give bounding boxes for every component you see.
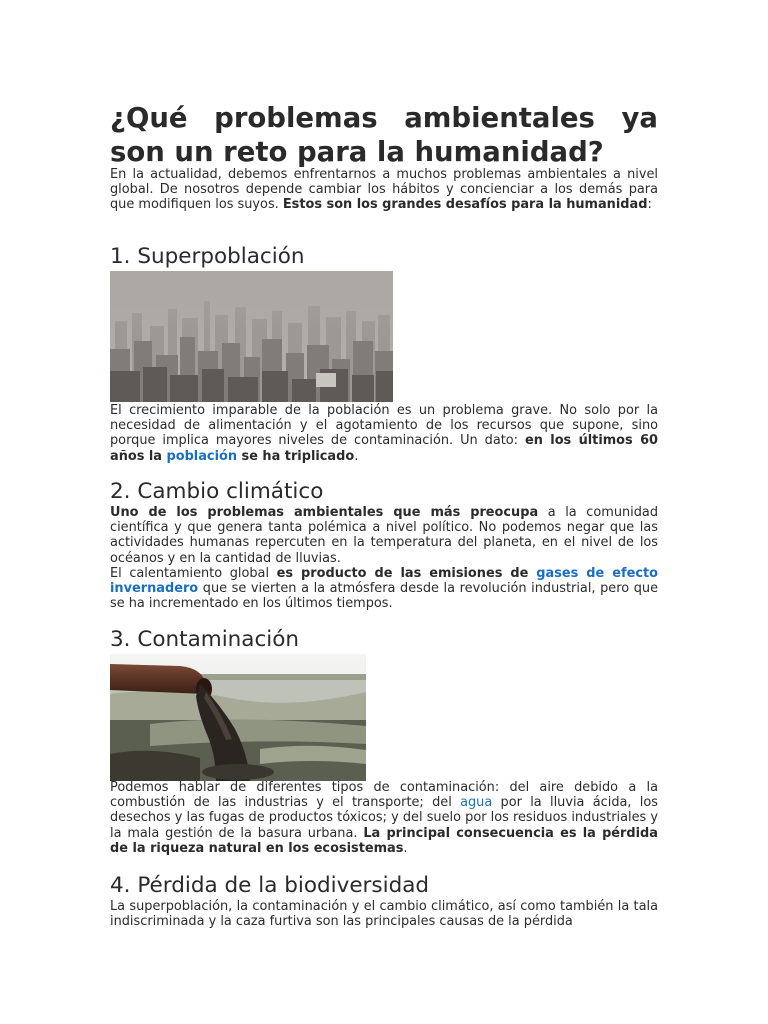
intro-end: : (647, 197, 652, 213)
s3-text-a: Podemos hablar de diferentes tipos de contaminación: del aire debido a la combustión de las industrias y el transporte; del (110, 780, 658, 811)
s2-text-c: que se vierten a la atmósfera desde la revolución industrial, pero que se ha incrementado en los últimos tiempos. (110, 581, 658, 612)
s2-bold-b: es producto de las emisiones de (276, 566, 537, 581)
city-smog-photo (110, 271, 393, 402)
s1-bold-b: se ha triplicado (237, 448, 355, 464)
cambio-paragraph-1 (110, 505, 658, 566)
link-poblacion[interactable]: población (166, 448, 238, 464)
link-agua[interactable]: agua (460, 795, 493, 811)
link-gases-efecto-invernadero[interactable]: gases de efecto invernadero (110, 566, 658, 597)
s2-text-b: El calentamiento global (110, 566, 277, 581)
sewage-pipe-photo (110, 654, 366, 781)
s3-end: . (403, 840, 408, 856)
s2-text-a: a la comunidad científica y que genera tanta polémica a nivel político. No podemos negar que las actividades humanas repercuten en la temperatura del planeta, en el nivel de los océanos y en la cantidad de lluvias. (110, 505, 659, 566)
intro-text: En la actualidad, debemos enfrentarnos a muchos problemas ambientales a nivel global. De nosotros depende cambiar los hábitos y concienciar a los demás para que modifiquen los suyos. (110, 167, 658, 213)
intro-bold: Estos son los grandes desafíos para la humanidad (282, 197, 648, 213)
heading-perdida-biodiversidad: 4. Pérdida de la biodiversidad (110, 873, 430, 898)
s1-text: El crecimiento imparable de la población es un problema grave. No solo por la necesidad de alimentación y el agotamiento de los recursos que supone, sino porque implica mayores niveles de contaminación. Un dato: (110, 403, 658, 449)
heading-superpoblacion: 1. Superpoblación (110, 244, 305, 269)
s2-bold-a: Uno de los problemas ambientales que más preocupa (110, 505, 539, 520)
superpoblacion-paragraph (110, 403, 658, 464)
s1-bold-a: en los últimos 60 años la (110, 433, 659, 464)
s3-text-b: por la lluvia ácida, los desechos y las fugas de productos tóxicos; y del suelo por los residuos industriales y la mala gestión de la basura urbana. (110, 795, 658, 841)
s1-end: . (354, 448, 359, 464)
heading-cambio-climatico: 2. Cambio climático (110, 479, 324, 504)
page-title: ¿Qué problemas ambientales ya son un reto para la humanidad? (110, 102, 658, 168)
heading-contaminacion: 3. Contaminación (110, 627, 300, 652)
contaminacion-paragraph (110, 780, 658, 856)
s3-bold: La principal consecuencia es la pérdida de la riqueza natural en los ecosistemas (110, 825, 658, 856)
intro-paragraph (110, 167, 658, 213)
cambio-paragraph-2 (110, 566, 658, 612)
biodiversidad-paragraph: La superpoblación, la contaminación y el cambio climático, así como también la tala indiscriminada y la caza furtiva son las principales causas de la pérdida (110, 899, 658, 930)
